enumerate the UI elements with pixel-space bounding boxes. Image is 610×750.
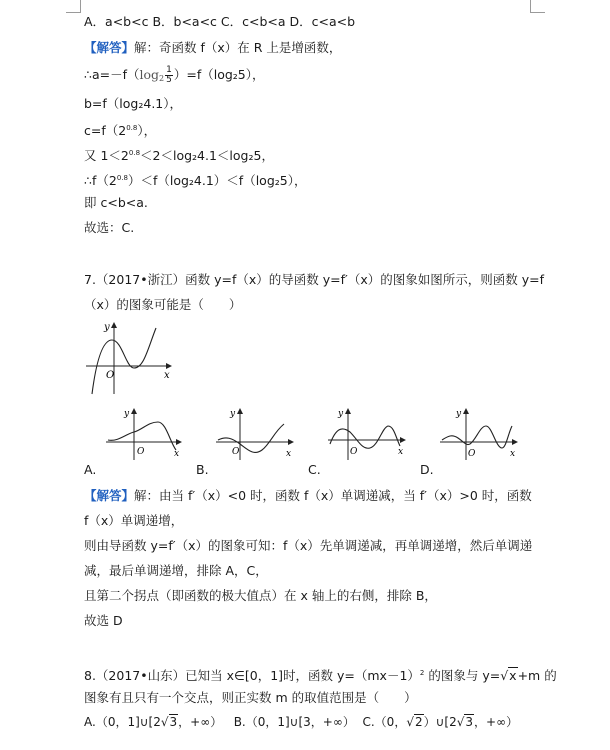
q6-line2-suffix: ）=f（log₂5）， [173,67,265,82]
fraction-denominator: 5 [166,75,172,85]
option-label-b: B. [196,462,209,477]
q7-stem-line2: （x）的图象可能是（ ） [84,297,242,312]
x-axis-label: x [510,449,516,459]
option-graph-a [104,404,184,462]
q6-line5-suffix: ＜2＜log₂4.1＜log₂5， [140,148,274,163]
q6-answer-line3: b=f（log₂4.1）， [84,96,183,111]
q6-answer-line5 [84,145,274,164]
q6-answer-line6 [84,170,306,189]
q8-option-a-suffix: ，+∞） [178,715,223,729]
q7-stem-line1: 7.（2017•浙江）函数 y=f（x）的导函数 y=f′（x）的图象如图所示，则函数 y=f [84,272,544,287]
q6-line6-suffix: ）＜f（log₂4.1）＜f（log₂5）， [127,173,307,188]
fraction-numerator: 1 [166,65,172,75]
x-axis-label: x [398,447,404,457]
y-axis-label: y [338,409,344,419]
q7-answer-line3: 则由导函数 y=f′（x）的图象可知：f（x）先单调递减，再单调递增，然后单调递 [84,538,533,553]
q6-line2-prefix: ∴a=－f（ [84,67,140,82]
q8-options: A.（0，1]∪[2√3，+∞） B.（0，1]∪[3，+∞） C.（0，√2）∪[2√3，+∞） [84,715,519,729]
exponent: 2 [419,669,425,677]
exponent: 0.8 [128,149,141,157]
origin-label: O [137,447,145,457]
q7-answer-text: 解：由当 f′（x）<0 时，函数 f（x）单调递减，当 f′（x）>0 时，函数 [134,488,532,503]
y-axis-label: y [456,409,462,419]
q6-answer-line4 [84,120,156,139]
origin-label: O [468,449,476,459]
q6-options: A．a<b<c B．b<a<c C．c<b<a D．c<a<b [84,14,356,29]
q6-answer-line8: 故选：C. [84,220,135,235]
q8-stem-suffix: +m 的 [517,668,557,683]
x-axis-arrow [166,363,172,369]
page-corner-mark-right [530,0,545,13]
q8-option-a-prefix: A.（0，1]∪[2 [84,715,161,729]
q8-option-c-middle: ）∪[2 [423,715,457,729]
q7-answer-line1 [84,488,532,504]
q6-answer-line1 [84,40,341,56]
log-subscript: 2 [159,74,165,83]
option-label-d: D. [420,462,434,477]
q8-stem-prefix: 8.（2017•山东）已知当 x∈[0，1]时，函数 y=（mx－1） [84,668,420,683]
derivative-curve [92,328,156,394]
q6-line4-suffix: ）， [137,123,157,138]
log-expression [140,67,165,82]
q8-stem-line2: 图象有且只有一个交点，则正实数 m 的取值范围是（ ） [84,690,417,705]
q6-line4-prefix: c=f（2 [84,123,127,138]
sqrt-radicand: 3 [465,715,474,729]
exponent: 0.8 [126,124,138,132]
option-label-a: A. [84,462,97,477]
y-axis-label: y [104,322,110,333]
q8-stem-line1: 8.（2017•山东）已知当 x∈[0，1]时，函数 $y=(mx-1)^2$ 的图象与 y=√x+m 的 [84,668,557,683]
answer-tag: 【解答】 [84,488,135,503]
sqrt-radicand: 2 [414,715,423,729]
y-axis-label: y [230,409,236,419]
y-axis-label: y [124,409,130,419]
log-base: log [139,67,160,82]
q6-answer-line7: 即 c<b<a. [84,195,148,210]
page-corner-mark-left [66,0,81,13]
q6-answer-line2 [84,64,265,90]
option-graph-c [326,404,408,462]
x-axis-label: x [164,370,170,381]
q7-answer-line6: 故选 D [84,613,123,628]
answer-tag: 【解答】 [84,40,135,55]
q7-answer-line5: 且第二个拐点（即函数的极大值点）在 x 轴上的右侧，排除 B， [84,588,437,603]
x-axis-label: x [174,449,180,459]
q6-line5-prefix: 又 1＜2 [84,148,129,163]
option-graph-b [214,404,296,462]
option-graph-d [438,404,520,462]
derivative-graph [84,318,174,396]
q8-stem-middle: 的图象与 y= [424,668,501,683]
origin-label: O [350,447,358,457]
q8-option-c-prefix: C.（0， [362,715,407,729]
q8-option-c-suffix: ，+∞） [474,715,519,729]
q7-answer-line2: f（x）单调递增， [84,513,184,528]
fraction [165,66,173,85]
origin-label: O [106,370,115,381]
option-label-c: C. [308,462,321,477]
q6-answer-text: 解：奇函数 f（x）在 R 上是增函数， [134,40,342,55]
origin-label: O [232,447,240,457]
q6-line6-prefix: ∴f（2 [84,173,117,188]
exponent: 0.8 [116,174,128,182]
q7-answer-line4: 减，最后单调递增，排除 A，C， [84,563,268,578]
sqrt-radicand: x [509,668,517,683]
x-axis-label: x [286,449,292,459]
q8-option-b: B.（0，1]∪[3，+∞） [233,715,355,729]
sqrt-radicand: 3 [169,715,178,729]
y-axis-arrow [111,322,117,328]
